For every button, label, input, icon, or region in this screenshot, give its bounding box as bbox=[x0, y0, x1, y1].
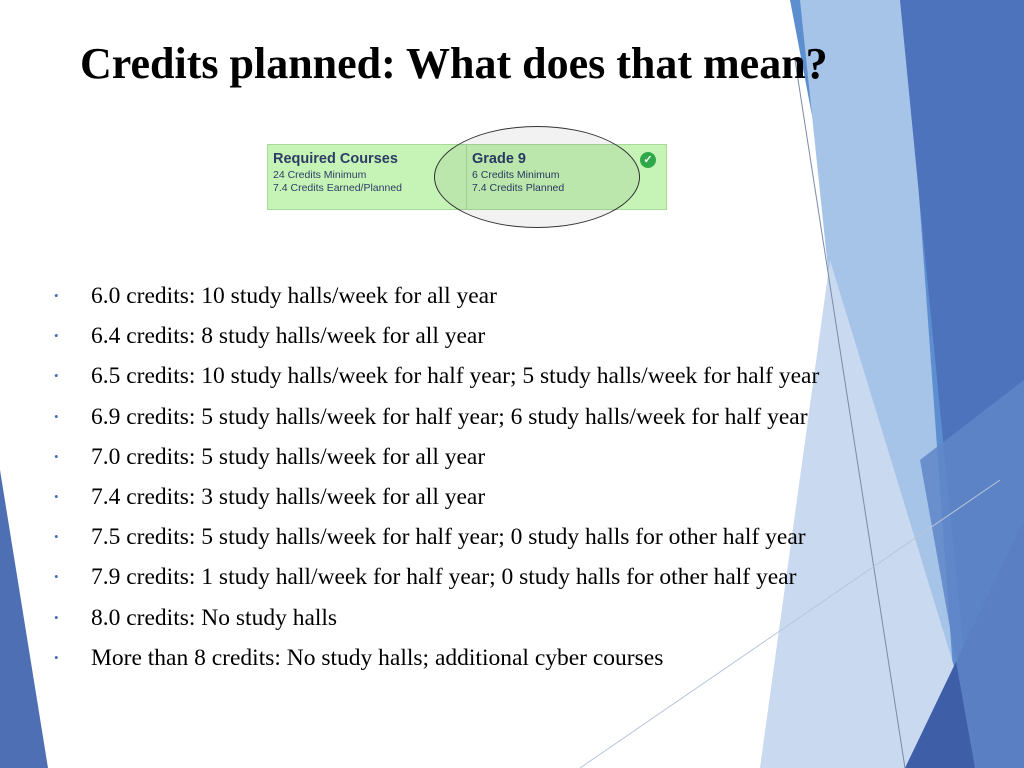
bullet-icon: • bbox=[54, 288, 59, 303]
list-item: • 7.4 credits: 3 study halls/week for all year bbox=[52, 477, 819, 517]
list-item: • More than 8 credits: No study halls; additional cyber courses bbox=[52, 638, 819, 678]
highlight-ellipse bbox=[434, 126, 640, 228]
slide-title: Credits planned: What does that mean? bbox=[80, 39, 828, 88]
required-earned: 7.4 Credits Earned/Planned bbox=[273, 182, 402, 194]
required-minimum: 24 Credits Minimum bbox=[273, 169, 367, 181]
bullet-icon: • bbox=[54, 368, 59, 384]
list-item: • 6.0 credits: 10 study halls/week for all year bbox=[52, 276, 819, 316]
list-item: • 7.5 credits: 5 study halls/week for half year; 0 study halls for other half year bbox=[52, 517, 819, 557]
list-item: • 6.9 credits: 5 study halls/week for half year; 6 study halls/week for half year bbox=[52, 397, 819, 437]
grade-minimum: 6 Credits Minimum bbox=[472, 169, 560, 181]
bullet-icon: • bbox=[54, 609, 59, 625]
grade-title: Grade 9 bbox=[472, 151, 526, 167]
list-item: • 8.0 credits: No study halls bbox=[52, 598, 819, 638]
bullet-icon: • bbox=[54, 488, 59, 504]
bullet-icon: • bbox=[54, 529, 59, 545]
left-edge-shape bbox=[0, 470, 48, 768]
list-item: • 7.9 credits: 1 study hall/week for half year; 0 study halls for other half year bbox=[52, 557, 819, 597]
bullet-icon: • bbox=[54, 649, 59, 665]
list-item: • 6.4 credits: 8 study halls/week for all year bbox=[52, 316, 819, 356]
grade-planned: 7.4 Credits Planned bbox=[472, 182, 565, 194]
list-item: • 6.5 credits: 10 study halls/week for half year; 5 study halls/week for half year bbox=[52, 356, 819, 396]
list-item: • 7.0 credits: 5 study halls/week for all year bbox=[52, 437, 819, 477]
bullet-icon: • bbox=[54, 328, 59, 344]
bullet-icon: • bbox=[54, 448, 59, 464]
bullet-icon: • bbox=[54, 569, 59, 585]
check-circle-icon: ✓ bbox=[640, 152, 656, 168]
required-courses-title: Required Courses bbox=[273, 151, 398, 167]
credits-bullet-list bbox=[52, 276, 819, 678]
bullet-icon: • bbox=[54, 408, 59, 424]
